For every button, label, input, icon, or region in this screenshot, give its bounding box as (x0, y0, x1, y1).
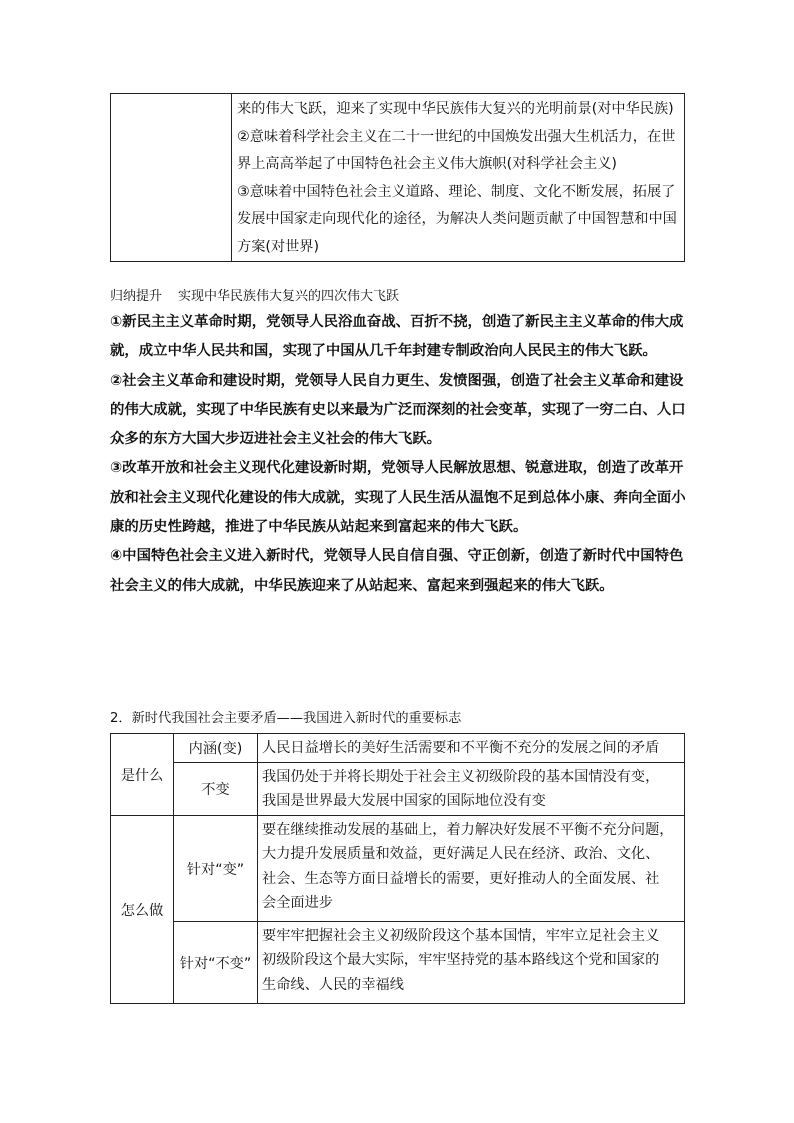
paragraph-1 (110, 308, 690, 367)
paragraph-line: 众多的东方大国大步迈进社会主义社会的伟大飞跃。 (110, 431, 441, 448)
table1-line: 来的伟大飞跃，迎来了实现中华民族伟大复兴的光明前景(对中华民族) (237, 101, 674, 117)
unchanged-text (258, 763, 685, 816)
paragraph-3 (110, 454, 690, 542)
cell-line: 人民日益增长的美好生活需要和不平衡不充分的发展之间的矛盾 (262, 740, 660, 756)
paragraph-line: ①新民主主义革命时期，党领导人民浴血奋战、百折不挠，创造了新民主主义革命的伟大成 (110, 314, 684, 330)
for-unchanged-text (258, 922, 685, 1004)
paragraph-line: ④中国特色社会主义进入新时代，党领导人民自信自强、守正创新，创造了新时代中国特色 (110, 548, 684, 565)
cell-line: 大力提升发展质量和效益，更好满足人民在经济、政治、文化、 (262, 846, 660, 863)
connotation-text (258, 734, 685, 763)
paragraph-line: 就，成立中华人民共和国，实现了中国从几千年封建专制政治向人民民主的伟大飞跃。 (110, 343, 657, 360)
what-label: 是什么 (111, 734, 174, 816)
table1-content-cell (232, 94, 685, 262)
table1-line: 界上高高举起了中国特色社会主义伟大旗帜(对科学社会主义) (237, 156, 617, 172)
cell-line: 生命线、人民的幸福线 (262, 976, 404, 993)
paragraph-line: ②社会主义革命和建设时期，党领导人民自力更生、发愤图强，创造了社会主义革命和建设 (110, 372, 684, 389)
unchanged-label: 不变 (174, 763, 258, 816)
section2-heading: 2．新时代我国社会主要矛盾——我国进入新时代的重要标志 (110, 711, 462, 726)
summary-label: 归纳提升 (110, 289, 163, 304)
table1-empty-cell (111, 94, 232, 262)
table1-line: ③意味着中国特色社会主义道路、理论、制度、文化不断发展，拓展了 (237, 183, 676, 200)
how-label: 怎么做 (111, 816, 174, 1004)
for-change-label: 针对“变” (174, 816, 258, 922)
cell-line: 我国是世界最大发展中国家的国际地位没有变 (262, 793, 546, 810)
cell-line: 初级阶段这个最大实际，牢牢坚持党的基本路线这个党和国家的 (262, 952, 660, 969)
cell-line: 要在继续推动发展的基础上，着力解决好发展不平衡不充分问题， (262, 822, 674, 838)
paragraph-line: 康的历史性跨越，推进了中华民族从站起来到富起来的伟大飞跃。 (110, 519, 528, 536)
table1-line: ②意味着科学社会主义在二十一世纪的中国焕发出强大生机活力，在世 (237, 128, 676, 145)
connotation-label: 内涵(变) (174, 734, 258, 763)
for-unchanged-label: 针对“不变” (174, 922, 258, 1004)
paragraph-4 (110, 542, 690, 601)
paragraph-line: 的伟大成就，实现了中华民族有史以来最为广泛而深刻的社会变革，实现了一穷二白、人口 (110, 401, 686, 418)
contradiction-table (110, 733, 685, 1004)
cell-line: 我国仍处于并将长期处于社会主义初级阶段的基本国情没有变， (262, 769, 660, 785)
cell-line: 会全面进步 (262, 894, 333, 911)
paragraph-line: 社会主义的伟大成就，中华民族迎来了从站起来、富起来到强起来的伟大飞跃。 (110, 577, 614, 594)
summary-paragraphs (110, 308, 690, 601)
cell-line: 社会、生态等方面日益增长的需要，更好推动人的全面发展、社 (262, 870, 660, 887)
cell-line: 要牢牢把握社会主义初级阶段这个基本国情，牢牢立足社会主义 (262, 928, 660, 944)
continuation-table (110, 93, 685, 262)
for-change-text (258, 816, 685, 922)
summary-title: 实现中华民族伟大复兴的四次伟大飞跃 (178, 289, 400, 304)
table1-line: 发展中国家走向现代化的途径，为解决人类问题贡献了中国智慧和中国 (237, 211, 677, 227)
paragraph-line: ③改革开放和社会主义现代化建设新时期，党领导人民解放思想、锐意进取，创造了改革开 (110, 460, 684, 477)
paragraph-2 (110, 367, 690, 455)
table1-line: 方案(对世界) (237, 238, 320, 255)
summary-heading (110, 285, 399, 304)
paragraph-line: 放和社会主义现代化建设的伟大成就，实现了人民生活从温饱不足到总体小康、奔向全面小 (110, 489, 686, 506)
